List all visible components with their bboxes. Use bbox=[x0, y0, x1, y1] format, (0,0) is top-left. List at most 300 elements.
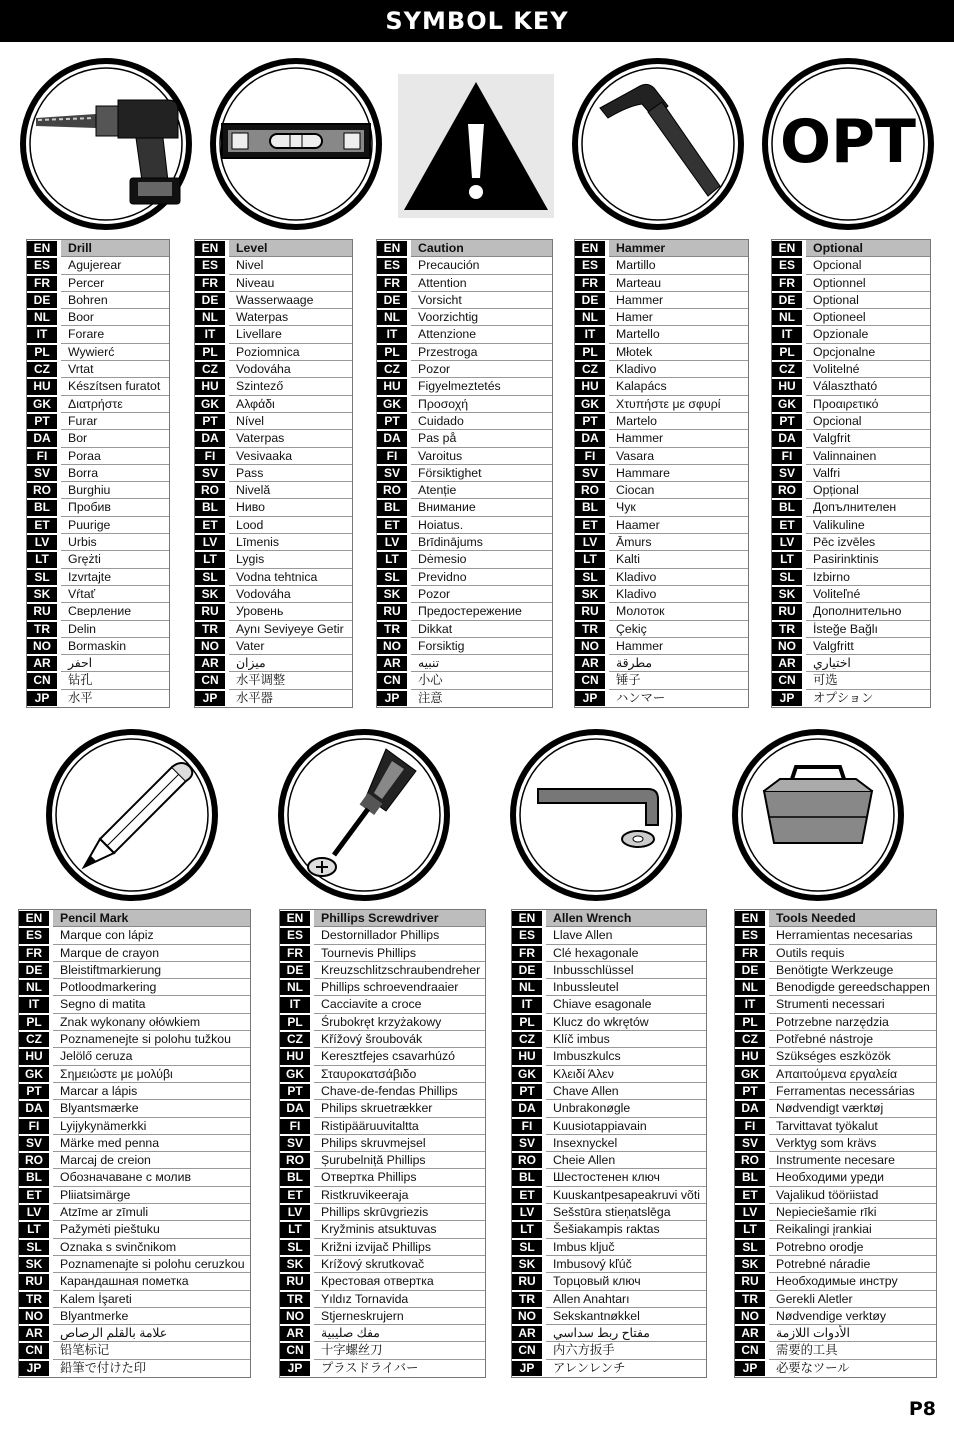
table-row bbox=[195, 586, 352, 603]
translation: Grężti bbox=[61, 551, 169, 568]
language-code: SK bbox=[772, 587, 802, 602]
translation: Необходими уреди bbox=[769, 1169, 936, 1186]
table-row bbox=[772, 326, 930, 343]
language-code: CZ bbox=[377, 362, 407, 377]
translation: Aynı Seviyeye Getir bbox=[229, 621, 352, 638]
table-row bbox=[735, 1221, 936, 1238]
language-code: RU bbox=[575, 604, 605, 619]
translation: Ciocan bbox=[609, 482, 748, 499]
translation: 钻孔 bbox=[61, 672, 169, 689]
table-row bbox=[280, 962, 485, 979]
language-code: CZ bbox=[19, 1032, 49, 1047]
translation: Agujerear bbox=[61, 257, 169, 274]
table-row bbox=[735, 1135, 936, 1152]
table-row bbox=[195, 551, 352, 568]
table-row bbox=[195, 569, 352, 586]
table-row bbox=[377, 257, 552, 274]
translation: Potrebno orodje bbox=[769, 1239, 936, 1256]
table-row bbox=[377, 621, 552, 638]
language-code: JP bbox=[772, 691, 802, 706]
table-row bbox=[772, 309, 930, 326]
translation: Διατρήστε bbox=[61, 396, 169, 413]
table-row bbox=[377, 586, 552, 603]
language-code: DE bbox=[280, 963, 310, 978]
table-row bbox=[195, 344, 352, 361]
translation: علامة بالقلم الرصاص bbox=[53, 1325, 250, 1342]
language-code: NO bbox=[512, 1309, 542, 1324]
table-row bbox=[377, 517, 552, 534]
table-row bbox=[27, 655, 169, 672]
language-code: HU bbox=[280, 1049, 310, 1064]
table-row bbox=[735, 927, 936, 944]
translation: Marcar a lápis bbox=[53, 1083, 250, 1100]
language-code: RU bbox=[512, 1274, 542, 1289]
language-code: DE bbox=[19, 963, 49, 978]
translation: Inbussleutel bbox=[546, 979, 706, 996]
translation: Llave Allen bbox=[546, 927, 706, 944]
table-row bbox=[377, 465, 552, 482]
language-code: LV bbox=[512, 1205, 542, 1220]
language-code: JP bbox=[575, 691, 605, 706]
language-code: ET bbox=[27, 518, 57, 533]
language-code: DA bbox=[377, 431, 407, 446]
language-code: RU bbox=[735, 1274, 765, 1289]
language-code: PT bbox=[195, 414, 225, 429]
language-code: NO bbox=[735, 1309, 765, 1324]
table-row bbox=[377, 482, 552, 499]
table-row bbox=[575, 309, 748, 326]
translation: Śrubokręt krzyżakowy bbox=[314, 1014, 485, 1031]
translation: Αλφάδι bbox=[229, 396, 352, 413]
translation: Cuidado bbox=[411, 413, 552, 430]
table-row bbox=[512, 945, 706, 962]
translation: Allen Anahtarı bbox=[546, 1291, 706, 1308]
language-code: NO bbox=[19, 1309, 49, 1324]
language-code: DE bbox=[195, 293, 225, 308]
language-code: RO bbox=[27, 483, 57, 498]
table-row bbox=[377, 448, 552, 465]
table-row bbox=[19, 1014, 250, 1031]
table-row bbox=[27, 448, 169, 465]
translation: Уровень bbox=[229, 603, 352, 620]
table-row bbox=[27, 690, 169, 707]
translation: Προαιρετικό bbox=[806, 396, 930, 413]
table-row bbox=[772, 430, 930, 447]
language-code: ES bbox=[280, 928, 310, 943]
translation: Imbusový kľúč bbox=[546, 1256, 706, 1273]
language-code: TR bbox=[512, 1292, 542, 1307]
translation: Burghiu bbox=[61, 482, 169, 499]
translation: Hammer bbox=[609, 292, 748, 309]
language-code: ES bbox=[735, 928, 765, 943]
translation: Cacciavite a croce bbox=[314, 996, 485, 1013]
language-code: IT bbox=[19, 997, 49, 1012]
translation: Herramientas necesarias bbox=[769, 927, 936, 944]
language-code: GK bbox=[575, 397, 605, 412]
translation: Martillo bbox=[609, 257, 748, 274]
table-row bbox=[512, 1239, 706, 1256]
language-code: SV bbox=[280, 1136, 310, 1151]
translation: Nødvendigt værktøj bbox=[769, 1100, 936, 1117]
table-row bbox=[735, 1239, 936, 1256]
table-row bbox=[575, 482, 748, 499]
translation: Молоток bbox=[609, 603, 748, 620]
table-row bbox=[280, 1325, 485, 1342]
language-code: GK bbox=[195, 397, 225, 412]
language-code: SK bbox=[377, 587, 407, 602]
translation: Haamer bbox=[609, 517, 748, 534]
language-code: EN bbox=[19, 911, 49, 926]
table-row bbox=[195, 621, 352, 638]
language-code: DE bbox=[377, 293, 407, 308]
table-row bbox=[512, 1221, 706, 1238]
translation: Отвертка Phillips bbox=[314, 1169, 485, 1186]
translation: Nivelă bbox=[229, 482, 352, 499]
language-code: GK bbox=[280, 1067, 310, 1082]
translation: Marque con lápiz bbox=[53, 927, 250, 944]
table-row bbox=[575, 240, 748, 257]
table-row bbox=[19, 927, 250, 944]
translation: Ristipääruuvitaltta bbox=[314, 1118, 485, 1135]
language-code: NL bbox=[377, 310, 407, 325]
table-row bbox=[27, 621, 169, 638]
language-code: EN bbox=[195, 241, 225, 256]
table-tools-needed bbox=[734, 909, 937, 1378]
language-code: SK bbox=[27, 587, 57, 602]
table-row bbox=[195, 430, 352, 447]
table-row bbox=[377, 655, 552, 672]
translation: Ferramentas necessárias bbox=[769, 1083, 936, 1100]
table-row bbox=[735, 979, 936, 996]
translation: Segno di matita bbox=[53, 996, 250, 1013]
table-row bbox=[280, 996, 485, 1013]
table-allen-wrench bbox=[511, 909, 707, 1378]
table-row bbox=[280, 927, 485, 944]
translation: Försiktighet bbox=[411, 465, 552, 482]
translation: 鉛筆で付けた印 bbox=[60, 1360, 147, 1375]
language-code: DA bbox=[280, 1101, 310, 1116]
translation: 水平器 bbox=[236, 690, 273, 705]
table-row bbox=[735, 1031, 936, 1048]
table-row bbox=[195, 396, 352, 413]
translation: Tournevis Phillips bbox=[314, 945, 485, 962]
translation: Карандашная пометка bbox=[53, 1273, 250, 1290]
language-code: SK bbox=[575, 587, 605, 602]
translation: Delin bbox=[61, 621, 169, 638]
language-code: SL bbox=[772, 570, 802, 585]
language-code: BL bbox=[377, 500, 407, 515]
language-code: LT bbox=[195, 552, 225, 567]
language-code: SL bbox=[27, 570, 57, 585]
language-code: JP bbox=[735, 1361, 765, 1376]
language-code: IT bbox=[575, 327, 605, 342]
table-row bbox=[735, 910, 936, 927]
translation: アレンレンチ bbox=[553, 1360, 626, 1375]
table-row bbox=[19, 1100, 250, 1117]
table-row bbox=[280, 1135, 485, 1152]
language-code: IT bbox=[377, 327, 407, 342]
table-row bbox=[19, 1239, 250, 1256]
table-row bbox=[280, 1187, 485, 1204]
language-code: FI bbox=[772, 449, 802, 464]
table-row bbox=[27, 465, 169, 482]
translation: プラスドライバー bbox=[321, 1360, 419, 1375]
table-row bbox=[27, 586, 169, 603]
language-code: NL bbox=[772, 310, 802, 325]
language-code: GK bbox=[27, 397, 57, 412]
translation: ميزان bbox=[229, 655, 352, 672]
table-row bbox=[512, 927, 706, 944]
table-row bbox=[575, 413, 748, 430]
table-row bbox=[280, 1083, 485, 1100]
language-code: SK bbox=[280, 1257, 310, 1272]
language-code: NL bbox=[280, 980, 310, 995]
allen-wrench-icon bbox=[508, 727, 684, 903]
translation: Vesivaaka bbox=[229, 448, 352, 465]
translation: 内六方扳手 bbox=[546, 1342, 706, 1359]
language-code: DA bbox=[19, 1101, 49, 1116]
language-code: EN bbox=[575, 241, 605, 256]
translation: مطرقة bbox=[609, 655, 748, 672]
translation: Drill bbox=[61, 240, 169, 257]
translation: Cheie Allen bbox=[546, 1152, 706, 1169]
table-row bbox=[772, 621, 930, 638]
language-code: ES bbox=[377, 258, 407, 273]
table-row bbox=[280, 1291, 485, 1308]
translation: Urbis bbox=[61, 534, 169, 551]
translation: Destornillador Phillips bbox=[314, 927, 485, 944]
translation: Puurige bbox=[61, 517, 169, 534]
table-row bbox=[280, 1066, 485, 1083]
table-row bbox=[575, 275, 748, 292]
table-row bbox=[27, 551, 169, 568]
table-row bbox=[195, 517, 352, 534]
translation: Kuusiotappiavain bbox=[546, 1118, 706, 1135]
table-row bbox=[575, 655, 748, 672]
translation: Nødvendige verktøy bbox=[769, 1308, 936, 1325]
translation: Nivel bbox=[229, 257, 352, 274]
language-code: BL bbox=[27, 500, 57, 515]
table-row bbox=[575, 499, 748, 516]
translation: Stjerneskrujern bbox=[314, 1308, 485, 1325]
table-row bbox=[195, 603, 352, 620]
language-code: EN bbox=[280, 911, 310, 926]
translation: İsteğe Bağlı bbox=[806, 621, 930, 638]
language-code: FI bbox=[27, 449, 57, 464]
translation: Opțional bbox=[806, 482, 930, 499]
translation: Varoitus bbox=[411, 448, 552, 465]
table-row bbox=[772, 257, 930, 274]
language-code: NL bbox=[195, 310, 225, 325]
translation: Boor bbox=[61, 309, 169, 326]
table-row bbox=[735, 1014, 936, 1031]
translation: تنبيه bbox=[411, 655, 552, 672]
table-row bbox=[377, 638, 552, 655]
table-row bbox=[280, 1273, 485, 1290]
language-code: RU bbox=[19, 1274, 49, 1289]
table-row bbox=[512, 1291, 706, 1308]
translation: Figyelmeztetés bbox=[411, 378, 552, 395]
translation: Vrtat bbox=[61, 361, 169, 378]
language-code: EN bbox=[735, 911, 765, 926]
table-row bbox=[377, 534, 552, 551]
language-code: SV bbox=[195, 466, 225, 481]
table-row bbox=[377, 309, 552, 326]
language-code: CZ bbox=[512, 1032, 542, 1047]
language-code: SV bbox=[377, 466, 407, 481]
table-row bbox=[27, 240, 169, 257]
translation: Bor bbox=[61, 430, 169, 447]
language-code: TR bbox=[735, 1292, 765, 1307]
table-row bbox=[772, 482, 930, 499]
table-row bbox=[735, 1325, 936, 1342]
language-code: RU bbox=[195, 604, 225, 619]
translation: Дополнительно bbox=[806, 603, 930, 620]
language-code: BL bbox=[280, 1170, 310, 1185]
table-row bbox=[19, 1135, 250, 1152]
translation: Volitelné bbox=[806, 361, 930, 378]
translation: Marque de crayon bbox=[53, 945, 250, 962]
translation: Opcional bbox=[806, 413, 930, 430]
table-row bbox=[512, 962, 706, 979]
language-code: BL bbox=[575, 500, 605, 515]
translation: Kalapács bbox=[609, 378, 748, 395]
language-code: SV bbox=[19, 1136, 49, 1151]
language-code: LT bbox=[735, 1222, 765, 1237]
table-row bbox=[512, 1031, 706, 1048]
translation: Kryžminis atsuktuvas bbox=[314, 1221, 485, 1238]
table-row bbox=[772, 396, 930, 413]
table-row bbox=[575, 690, 748, 707]
language-code: AR bbox=[195, 656, 225, 671]
language-code: IT bbox=[735, 997, 765, 1012]
language-code: LT bbox=[512, 1222, 542, 1237]
table-row bbox=[195, 240, 352, 257]
table-row bbox=[512, 1256, 706, 1273]
translation: ハンマー bbox=[616, 690, 666, 705]
language-code: SV bbox=[575, 466, 605, 481]
table-row bbox=[19, 1204, 250, 1221]
table-row bbox=[280, 1169, 485, 1186]
table-row bbox=[19, 962, 250, 979]
table-row bbox=[575, 551, 748, 568]
language-code: SK bbox=[195, 587, 225, 602]
translation: Dėmesio bbox=[411, 551, 552, 568]
table-row bbox=[575, 465, 748, 482]
translation: Kreuzschlitzschraubendreher bbox=[314, 962, 485, 979]
translation: Hammer bbox=[609, 430, 748, 447]
language-code: LV bbox=[735, 1205, 765, 1220]
table-row bbox=[27, 482, 169, 499]
page-header bbox=[0, 0, 954, 42]
language-code: NL bbox=[735, 980, 765, 995]
table-row bbox=[377, 326, 552, 343]
opt-text: OPT bbox=[780, 107, 916, 177]
table-row bbox=[27, 257, 169, 274]
table-row bbox=[772, 672, 930, 689]
language-code: SL bbox=[377, 570, 407, 585]
translation: Çekiç bbox=[609, 621, 748, 638]
language-code: SV bbox=[735, 1136, 765, 1151]
translation: Oznaka s svinčnikom bbox=[53, 1239, 250, 1256]
table-phillips-screwdriver bbox=[279, 909, 486, 1378]
language-code: NO bbox=[27, 639, 57, 654]
table-row bbox=[772, 240, 930, 257]
translation: Caution bbox=[411, 240, 552, 257]
table-row bbox=[195, 292, 352, 309]
table-row bbox=[27, 413, 169, 430]
table-row bbox=[377, 396, 552, 413]
language-code: RO bbox=[735, 1153, 765, 1168]
translation: 注意 bbox=[418, 690, 443, 705]
table-row bbox=[735, 1187, 936, 1204]
translation: Kladivo bbox=[609, 361, 748, 378]
language-code: SL bbox=[735, 1240, 765, 1255]
translation: 水平调整 bbox=[229, 672, 352, 689]
page-number: P8 bbox=[908, 1398, 936, 1420]
table-row bbox=[280, 1152, 485, 1169]
table-row bbox=[195, 672, 352, 689]
table-row bbox=[772, 551, 930, 568]
translation: Lood bbox=[229, 517, 352, 534]
language-code: FI bbox=[280, 1119, 310, 1134]
table-row bbox=[27, 517, 169, 534]
table-row bbox=[19, 1169, 250, 1186]
language-code: CZ bbox=[195, 362, 225, 377]
language-code: GK bbox=[772, 397, 802, 412]
language-code: AR bbox=[377, 656, 407, 671]
translation: Vasara bbox=[609, 448, 748, 465]
translation: Klucz do wkrętów bbox=[546, 1014, 706, 1031]
translation: Pasirinktinis bbox=[806, 551, 930, 568]
table-row bbox=[377, 240, 552, 257]
table-row bbox=[512, 1048, 706, 1065]
language-code: LV bbox=[575, 535, 605, 550]
translation: احفر bbox=[61, 655, 169, 672]
table-row bbox=[575, 586, 748, 603]
translation: Wasserwaage bbox=[229, 292, 352, 309]
language-code: NL bbox=[19, 980, 49, 995]
table-row bbox=[735, 1100, 936, 1117]
language-code: JP bbox=[280, 1361, 310, 1376]
language-code: PT bbox=[377, 414, 407, 429]
table-row bbox=[575, 326, 748, 343]
table-pencil-mark bbox=[18, 909, 251, 1378]
translation: Poznamenejte si polohu tužkou bbox=[53, 1031, 250, 1048]
translation: Potřebné nástroje bbox=[769, 1031, 936, 1048]
language-code: EN bbox=[772, 241, 802, 256]
language-code: IT bbox=[512, 997, 542, 1012]
language-code: FR bbox=[735, 946, 765, 961]
translation: Furar bbox=[61, 413, 169, 430]
translation: Livellare bbox=[229, 326, 352, 343]
language-code: AR bbox=[772, 656, 802, 671]
translation: Attenzione bbox=[411, 326, 552, 343]
language-code: IT bbox=[772, 327, 802, 342]
translation: Lygis bbox=[229, 551, 352, 568]
language-code: JP bbox=[195, 691, 225, 706]
translation: Wywierć bbox=[61, 344, 169, 361]
translation: Bohren bbox=[61, 292, 169, 309]
table-row bbox=[575, 621, 748, 638]
table-row bbox=[27, 638, 169, 655]
language-code: IT bbox=[27, 327, 57, 342]
language-code: DA bbox=[772, 431, 802, 446]
language-code: GK bbox=[735, 1067, 765, 1082]
language-code: RU bbox=[280, 1274, 310, 1289]
language-code: SL bbox=[19, 1240, 49, 1255]
translation: Līmenis bbox=[229, 534, 352, 551]
